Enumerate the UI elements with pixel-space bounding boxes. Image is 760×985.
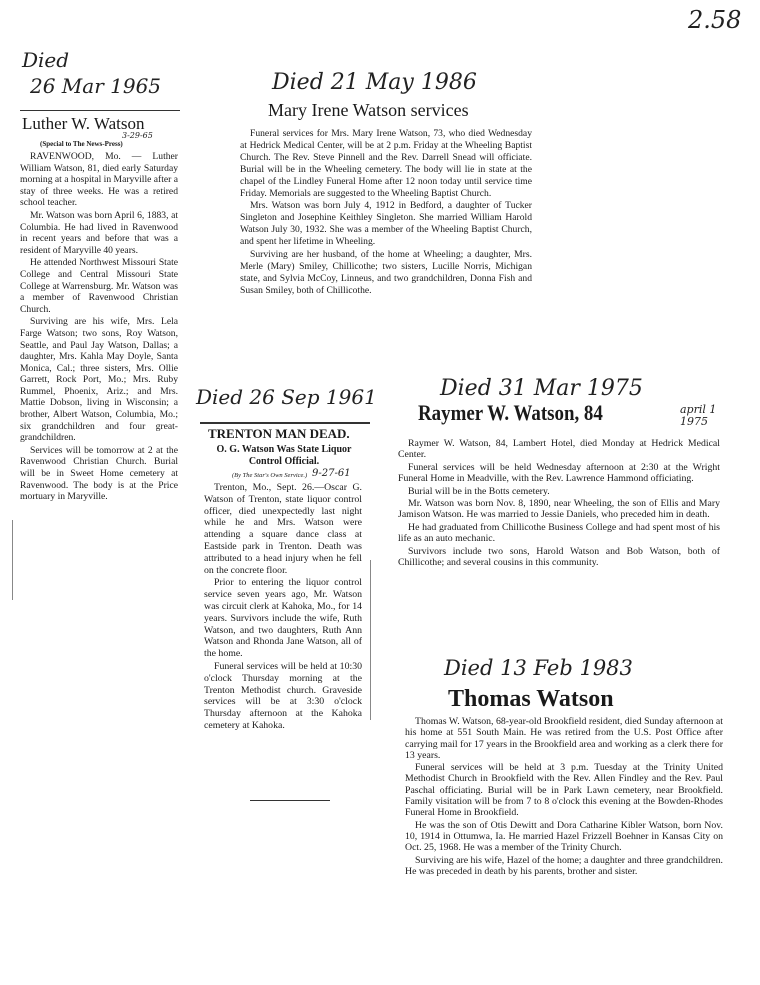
clip3-subhead: O. G. Watson Was State Liquor Control Official. [216,444,352,467]
clip1-headline-mark: 3-29-65 [122,131,153,140]
clip2-body [240,128,532,298]
clip4-body [398,438,720,569]
clip2-paragraph: Funeral services for Mrs. Mary Irene Watson, 73, who died Wednesday at Hedrick Medical Center, will be at 2 p.m. Friday at the Wheeling Baptist Church. The Rev. Steve Pinnell and the Rev. Darrell Snead will officiate. Burial will be in the Wheeling cemetery. The body will lie in state at the chapel of the Lindley Funeral Home after 12 noon today until service time Friday. Memorials are suggested to the Wheeling Baptist Church. [240,128,532,199]
clip3-paragraph: Funeral services will be held at 10:30 o'clock Thursday morning at the Trenton Methodist church. Graveside services will be at 3:30 o'clock Thursday afternoon at the Kahoka cemetery at Kahoka. [204,660,362,731]
clip3-top-rule [200,422,370,424]
clip3-bottom-rule [250,800,330,801]
clip5-headline: Thomas Watson [448,686,614,712]
clip5-body [405,716,723,878]
clip1-top-rule [20,110,180,111]
clip2-paragraph: Surviving are her husband, of the home at Wheeling; a daughter, Mrs. Merle (Mary) Smiley, Chillicothe; two sisters, Lucille Norris, Michigan state, and Sylvia McCoy, Linneus, and two grandchildren, Donna Fish and Susan Smiley, both of Chillicothe. [240,249,532,296]
clip4-paragraph: Raymer W. Watson, 84, Lambert Hotel, died Monday at Hedrick Medical Center. [398,438,720,461]
clip1-paragraph: He attended Northwest Missouri State College and Central Missouri State College at Warrensburg. Mr. Watson was a member of Ravenwood Christian Church. [20,257,178,315]
clip2-paragraph: Mrs. Watson was born July 4, 1912 in Bedford, a daughter of Tucker Singleton and Josephine Keithley Singleton. She married William Harold Watson July 30, 1932. She was a member of the Wheeling Baptist Church, and spent her lifetime in Wheeling. [240,200,532,248]
clip1-paragraph: Surviving are his wife, Mrs. Lela Farge Watson; two sons, Roy Watson, Seattle, and Paul Jay Watson, Dallas; a daughter, Mrs. Kahla May Doyle, Santa Monica, Cal.; three sisters, Mrs. Ollie Garrett, Rock Port, Mo.; Mrs. Ruby Rummel, Phoenix, Ariz.; and Mrs. Mattie Dobson, living in Wisconsin; a brother, Albert Watson, Columbia, Mo.; six grandchildren and four great-grandchildren. [20,316,178,444]
clip4-paragraph: Burial will be in the Botts cemetery. [408,485,550,497]
clip3-paragraph: Prior to entering the liquor control service seven years ago, Mr. Watson was circuit clerk at Kahoka, Mo., for 14 years. Survivors include the wife, Ruth Watson, and two daughters, Ruth Ann Watson and Rhonda Jane Watson, all of the home. [204,577,362,660]
clip3-paragraph: Trenton, Mo., Sept. 26.—Oscar G. Watson of Trenton, state liquor control officer, died unexpectedly last night while he and Mrs. Watson were attending a square dance class at Eastside park in Trenton. Death was attributed to a head injury when he fell on the concrete floor. [204,482,362,576]
clip5-handwritten-note: Died 13 Feb 1983 [444,656,633,680]
clip4-headline-mark: april 1 1975 [680,403,717,428]
handwritten-died-note: Died [22,48,70,72]
clip3-byline-mark: 9-27-61 [312,468,351,479]
clip4-paragraph: He had graduated from Chillicothe Business College and had spent most of his life as an auto mechanic. [398,521,720,545]
clip5-paragraph: Surviving are his wife, Hazel of the home; a daughter and three grandchildren. He was preceded in death by his parents, brother and sister. [405,854,723,877]
clip4-paragraph: Funeral services will be held Wednesday afternoon at 2:30 at the Wright Funeral Home in Meadville, with the Rev. Lawrence Hammond officiating. [398,461,720,485]
clip4-paragraph: Mr. Watson was born Nov. 8, 1890, near Wheeling, the son of Ellis and Mary Jamison Watson. He was married to Jessie Daniels, who preceded him in death. [398,498,720,521]
clip4-handwritten-note: Died 31 Mar 1975 [440,376,643,401]
clip1-special-line: (Special to The News-Press) [40,140,123,148]
clip5-paragraph: He was the son of Otis Dewitt and Dora Catharine Kibler Watson, born Nov. 10, 1914 in Ottumwa, Ia. He married Hazel Frizzell Boehner in Kansas City on Oct. 25, 1968. He was a member of the Trinity Church. [405,819,723,854]
clip3-byline: (By The Star's Own Service.) [232,472,308,479]
margin-mark [12,520,13,600]
clip1-paragraph: Services will be tomorrow at 2 at the Ravenwood Christian Church. Burial will be in Sweet Home cemetery at Ravenwood. The body is at the Price mortuary in Maryville. [20,444,178,503]
clip4-paragraph: Survivors include two sons, Harold Watson and Bob Watson, both of Chillicothe; and several cousins in this community. [398,545,720,569]
clip1-body [20,151,178,504]
clip5-paragraph: Funeral services will be held at 3 p.m. Tuesday at the Trinity United Methodist Church in Brookfield with the Rev. Allen Findley and the Rev. Paul Paschal officiating. Burial will be in Park Lawn cemetery, near Brookfield. Family visitation will be from 7 to 8 o'clock this evening at the Bowden-Rhodes Funeral Home in Brookfield. [405,762,723,819]
clip3-handwritten-note: Died 26 Sep 1961 [196,385,377,409]
clip2-headline: Mary Irene Watson services [268,100,469,120]
clip3-headline: TRENTON MAN DEAD. [208,426,350,441]
clip5-paragraph: Thomas W. Watson, 68-year-old Brookfield resident, died Sunday afternoon at his home at 551 South Main. He was retired from the U.S. Post Office after carrying mail for 17 years in the Brookfield area and working as a clerk there for 13 years. [405,716,723,761]
clip1-headline: Luther W. Watson [22,114,145,133]
handwritten-date-note: 26 Mar 1965 [30,74,162,98]
margin-mark [370,560,371,720]
clip1-paragraph: RAVENWOOD, Mo. — Luther William Watson, 81, died early Saturday morning at a hospital in Maryville after a stay of three weeks. He was a retired school teacher. [20,151,178,209]
clip2-handwritten-note: Died 21 May 1986 [272,70,477,95]
page-number: 2.58 [688,6,742,34]
clip3-body [204,482,362,733]
clip1-paragraph: Mr. Watson was born April 6, 1883, at Columbia. He had lived in Ravenwood in recent years and before that was a resident of Maryville 40 years. [20,209,178,256]
clip4-headline: Raymer W. Watson, 84 [418,400,603,425]
